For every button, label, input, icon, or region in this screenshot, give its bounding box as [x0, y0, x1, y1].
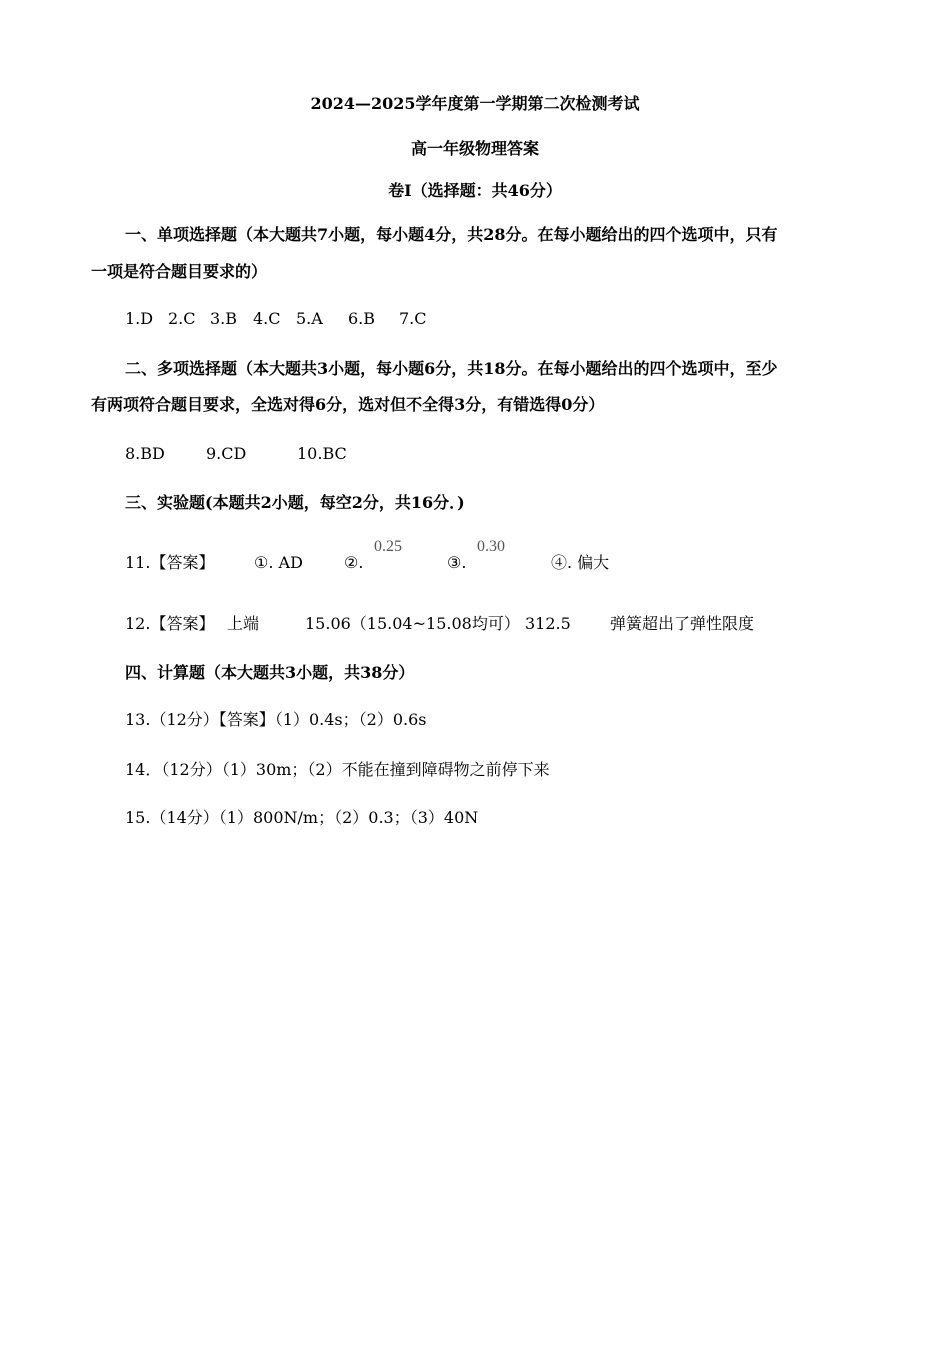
question-14-answer: 14．（12分）（1）30m；（2）不能在撞到障碍物之前停下来: [125, 760, 550, 779]
q11-answer-3-value: 0.30: [477, 538, 505, 555]
section2-heading-line2: 有两项符合题目要求，全选对得6分，选对但不全得3分，有错选得0分）: [91, 395, 605, 414]
answer-2: 2.C: [168, 309, 196, 328]
volume-heading: 卷Ⅰ（选择题：共46分）: [388, 181, 562, 200]
exam-title: 2024—2025学年度第一学期第二次检测考试: [310, 94, 640, 113]
answer-5: 5.A: [296, 309, 323, 328]
q12-answer-3: 312.5: [525, 614, 571, 633]
answer-10: 10.BC: [297, 444, 347, 463]
answer-9: 9.CD: [206, 444, 247, 463]
section1-heading-line2: 一项是符合题目要求的）: [91, 262, 268, 281]
q12-label: 12.【答案】: [125, 614, 215, 633]
q12-answer-1: 上端: [227, 614, 260, 633]
q12-answer-2: 15.06（15.04~15.08均可）: [305, 614, 520, 633]
answer-1: 1.D: [125, 309, 154, 328]
question-13-answer: 13.（12分）【答案】（1）0.4s；（2）0.6s: [125, 710, 427, 729]
exam-subtitle: 高一年级物理答案: [410, 139, 539, 158]
question-15-answer: 15.（14分）（1）800N/m；（2）0.3；（3）40N: [125, 808, 479, 827]
q11-answer-4: ④. 偏大: [551, 553, 610, 572]
section1-heading-line1: 一、单项选择题（本大题共7小题，每小题4分，共28分。在每小题给出的四个选项中，只有: [125, 225, 778, 244]
q11-answer-1: ①. AD: [254, 553, 303, 572]
section4-heading: 四、计算题（本大题共3小题，共38分）: [125, 663, 415, 682]
answer-4: 4.C: [253, 309, 281, 328]
q11-label: 11.【答案】: [125, 553, 215, 572]
answer-6: 6.B: [348, 309, 376, 328]
answer-8: 8.BD: [125, 444, 165, 463]
section3-heading: 三、实验题(本题共2小题，每空2分，共16分．): [125, 493, 465, 512]
q12-answer-4: 弹簧超出了弹性限度: [610, 614, 755, 633]
section2-heading-line1: 二、多项选择题（本大题共3小题，每小题6分，共18分。在每小题给出的四个选项中，至少: [125, 359, 778, 378]
answer-3: 3.B: [210, 309, 238, 328]
answer-7: 7.C: [399, 309, 427, 328]
q11-answer-3-label: ③.: [447, 553, 467, 572]
q11-answer-2-value: 0.25: [374, 538, 402, 555]
q11-answer-2-label: ②.: [344, 553, 364, 572]
